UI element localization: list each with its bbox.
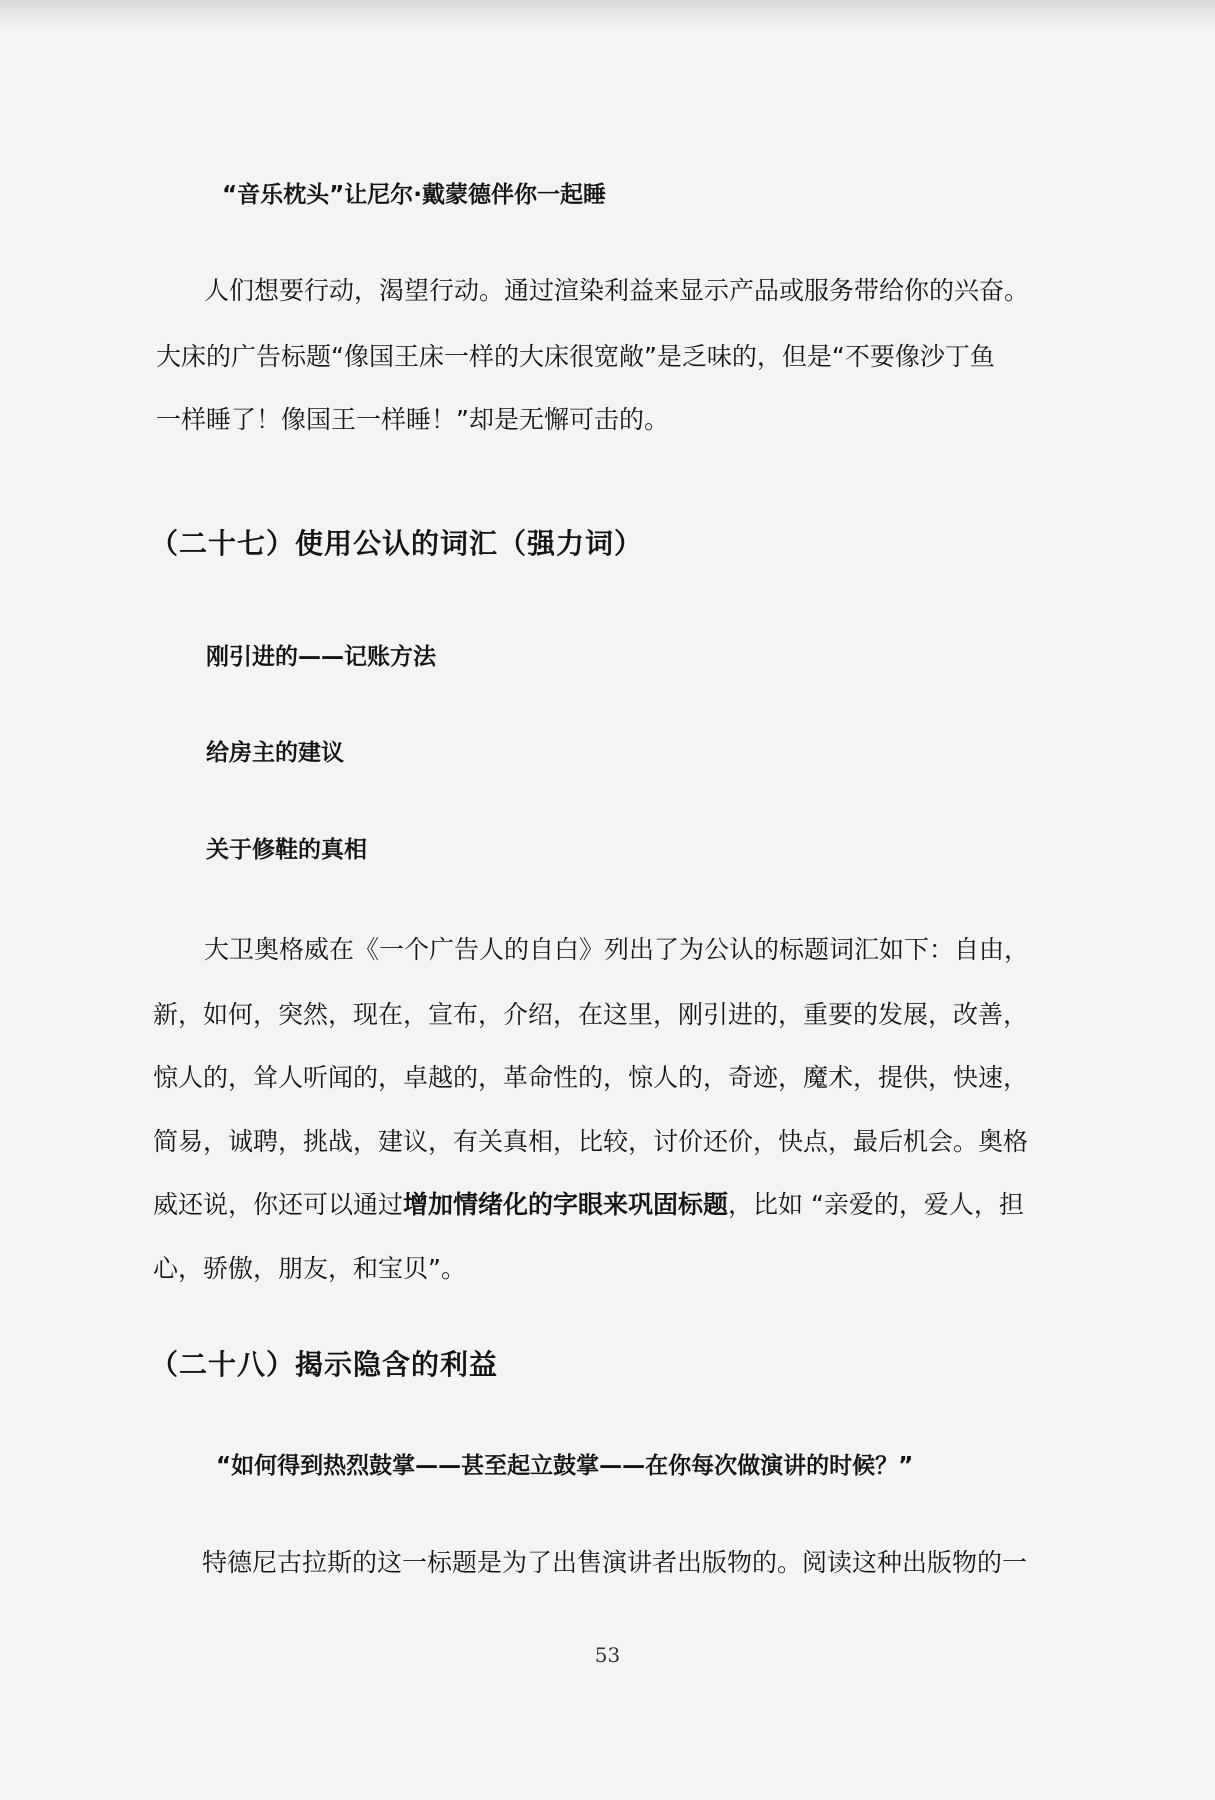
example-headline-1: 刚引进的——记账方法 bbox=[206, 644, 436, 670]
example-headline-2: 给房主的建议 bbox=[206, 740, 344, 766]
paragraph-2-line-3: 惊人的，耸人听闻的，卓越的，革命性的，惊人的，奇迹，魔术，提供，快速， bbox=[153, 1063, 1029, 1092]
subheading-applause-headline: “如何得到热烈鼓掌——甚至起立鼓掌——在你每次做演讲的时候？” bbox=[216, 1453, 914, 1479]
paragraph-2-line-5 bbox=[153, 1190, 1024, 1220]
paragraph-2-line-6: 心，骄傲，朋友，和宝贝”。 bbox=[153, 1254, 466, 1283]
subheading-music-pillow: “音乐枕头”让尼尔·戴蒙德伴你一起睡 bbox=[222, 182, 606, 208]
paragraph-3-line-1: 特德尼古拉斯的这一标题是为了出售演讲者出版物的。阅读这种出版物的一 bbox=[202, 1548, 1028, 1577]
paragraph-1-line-2: 大床的广告标题“像国王床一样的大床很宽敞”是乏味的，但是“不要像沙丁鱼 bbox=[156, 342, 995, 371]
paragraph-2-line-4: 简易，诚聘，挑战，建议，有关真相，比较，讨价还价，快点，最后机会。奥格 bbox=[153, 1127, 1029, 1156]
example-headline-3: 关于修鞋的真相 bbox=[206, 837, 367, 863]
paragraph-2-line-1: 大卫奥格威在《一个广告人的自白》列出了为公认的标题词汇如下：自由， bbox=[204, 935, 1030, 964]
line-5-text-before: 威还说，你还可以通过 bbox=[153, 1190, 404, 1219]
paragraph-2-line-2: 新，如何，突然，现在，宣布，介绍，在这里，刚引进的，重要的发展，改善， bbox=[153, 1000, 1029, 1029]
section-heading-27: （二十七）使用公认的词汇（强力词） bbox=[150, 527, 644, 560]
line-5-text-after: ，比如 “亲爱的，爱人，担 bbox=[728, 1190, 1024, 1219]
scan-top-edge bbox=[0, 0, 1215, 28]
emphasis-text: 增加情绪化的字眼来巩固标题 bbox=[403, 1190, 729, 1219]
paragraph-1-line-1: 人们想要行动，渴望行动。通过渲染利益来显示产品或服务带给你的兴奋。 bbox=[204, 276, 1030, 305]
section-heading-28: （二十八）揭示隐含的利益 bbox=[150, 1348, 499, 1381]
paragraph-1-line-3: 一样睡了！像国王一样睡！”却是无懈可击的。 bbox=[156, 405, 669, 434]
page-number: 53 bbox=[594, 1643, 621, 1667]
